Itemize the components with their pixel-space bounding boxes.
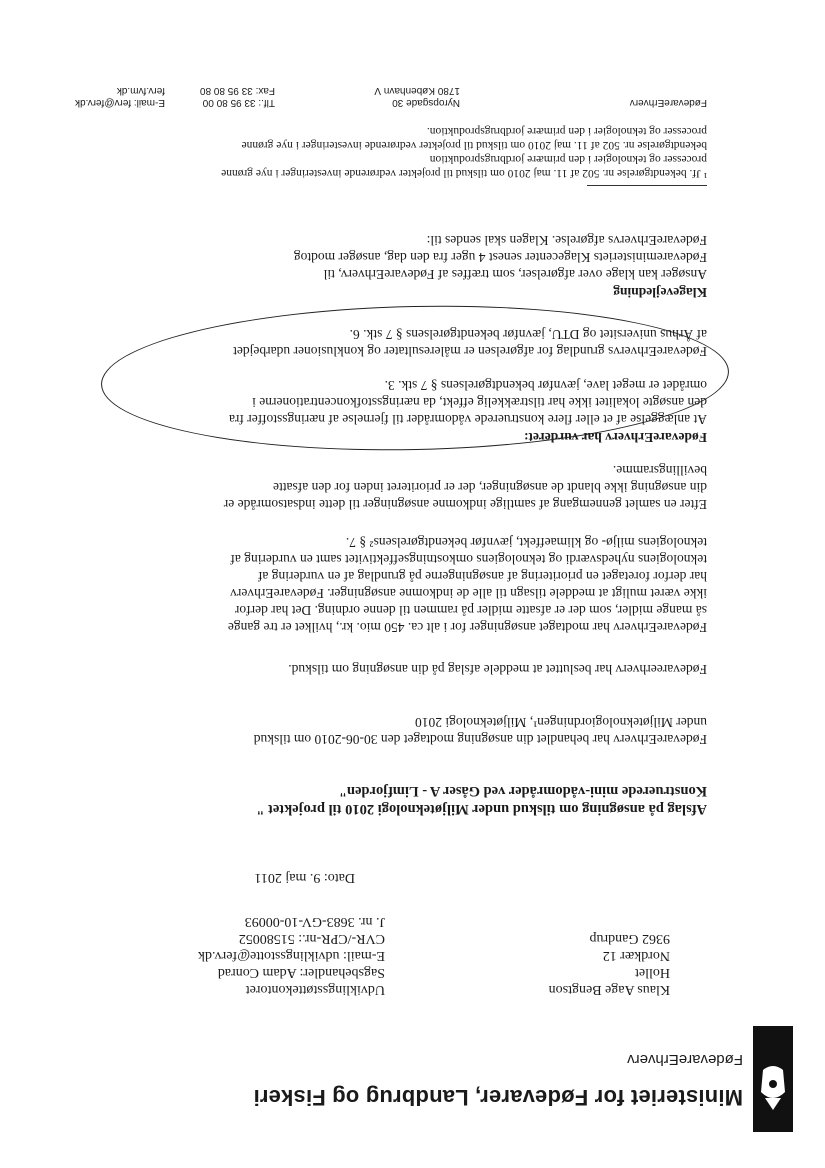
recipient-line: Hollet: [635, 965, 670, 980]
royal-crest-logo: [753, 1026, 793, 1132]
text-line: din ansøgning ikke blandt de ansøgninger, der er prioriteret inden for den afsatte: [273, 480, 707, 495]
footer-line: Nyropsgade 30: [392, 97, 460, 108]
letter-date: Dato: 9. maj 2011: [254, 870, 355, 885]
text-line: FødevareErhverv har modtaget ansøgninger for i alt ca. 450 mio. kr., hvilket er tre gange: [227, 620, 707, 635]
subject-line: Afslag på ansøgning om tilskud under Miljøteknologi 2010 til projektet ": [256, 801, 707, 817]
complaint-heading: Klagevejledning: [613, 285, 707, 300]
text-line: har derfor foretaget en prioritering af ansøgningerne på grundlag af en vurdering af: [257, 569, 707, 584]
text-line: Fødevareministeriets Klagecenter senest 4 uger fra den dag, ansøger modtog: [293, 250, 707, 265]
sender-block: [198, 913, 385, 998]
footer-line: Tlf.: 33 95 80 00: [202, 97, 275, 108]
subject-line: Konstruerede mini-vådområder ved Gåser A - Limfjorden": [338, 783, 707, 799]
paragraph-basis: [233, 326, 707, 360]
paragraph-complaint: [294, 232, 707, 283]
text-line: den ansøgte lokalitet ikke har tilstrækkelig effekt, da næringsstofkoncentrationerne i: [252, 395, 707, 410]
text-line: FødevareErhvervs afgørelse. Klagen skal sendes til:: [426, 233, 707, 248]
ministry-title: Ministeriet for Fødevarer, Landbrug og Fiskeri: [253, 1085, 743, 1110]
sender-office: Udviklingsstøttekontoret: [245, 982, 385, 997]
sender-caseworker: Sagsbehandler: Adam Conrad: [217, 965, 385, 980]
text-line: ikke været muligt at meddele tilsagn til alle de indkomne ansøgninger. FødevareErhverv: [230, 586, 707, 601]
text-line: under Miljøteknologiordningen¹, Miljøteknologi 2010: [414, 715, 707, 730]
text-line: FødevareErhvervs grundlag for afgørelsen er måleresultater og konklusioner udarbejdet: [233, 344, 707, 359]
footer-org: FødevareErhverv: [629, 97, 707, 108]
footnotes: [221, 124, 707, 180]
recipient-address: [549, 930, 670, 998]
footer-line: ferv.fvm.dk: [116, 85, 165, 96]
text-line: FødevareErhverv har behandlet din ansøgning modtaget den 30-06-2010 om tilskud: [253, 732, 707, 747]
text-line: af Århus universitet og DTU, jævnfør bekendtgørelsens § 7 stk. 6.: [349, 327, 707, 342]
footer-line: Fax: 33 95 80 80: [199, 85, 275, 96]
text-line: Efter en samlet gennemgang af samtlige indkomne ansøgninger til dette indsatsområde er: [223, 497, 707, 512]
text-line: teknologiens nyhedsværdi og teknologiens omkostningseffektivitet samt en vurdering af: [230, 552, 707, 567]
footer-line: 1780 København V: [374, 85, 460, 96]
subject-heading: [256, 782, 707, 818]
recipient-line: Nordkær 12: [602, 948, 670, 963]
footer-contact: [75, 84, 165, 108]
recipient-line: Klaus Aage Bengtson: [548, 982, 670, 997]
assessed-heading: FødevareErhverv har vurderet:: [524, 430, 707, 445]
sender-journal-number: J. nr. 3683-GV-10-00093: [244, 914, 385, 929]
footnote-line: bekendtgørelse nr. 502 af 11. maj 2010 om tilskud til projekter vedrørende investeringer i nye grønne: [241, 139, 707, 151]
footer-line: E-mail: ferv@ferv.dk: [75, 97, 165, 108]
footer-address: [374, 84, 460, 108]
footnote-divider: [587, 185, 707, 186]
paragraph-decision: [288, 661, 707, 678]
paragraph-review: [224, 462, 707, 513]
text-line: teknologiens miljø- og klimaeffekt, jævnfør bekendtgørelsens² § 7.: [345, 535, 707, 550]
sender-cvr: CVR-/CPR-nr.: 51580052: [238, 931, 385, 946]
text-line: bevillingsramme.: [612, 463, 707, 478]
text-line: så mange midler, som der er afsatte midler på rammen til denne ordning. Det har derfor: [234, 603, 707, 618]
paragraph-assessment: [229, 377, 707, 428]
paragraph-prioritisation: [228, 534, 707, 636]
footnote-line: processer og teknologier i den primære jordbrugsproduktion: [429, 153, 707, 165]
footer-phone: [200, 84, 275, 108]
agency-name: FødevareErhverv: [627, 1051, 743, 1068]
footnote-line: processer og teknologier i den primære jordbrugsproduktion.: [426, 125, 707, 137]
footnote-line: ¹ Jf. bekendtgørelse nr. 502 af 11. maj 2010 om tilskud til projekter vedrørende investeringer i nye grønne: [221, 167, 707, 179]
paragraph-received: [254, 714, 707, 748]
text-line: At anlæggelse af et eller flere konstruerede vådområder til fjernelse af næringsstoffer fra: [228, 412, 707, 427]
recipient-line: 9362 Gandrup: [589, 931, 670, 946]
sender-email: E-mail: udviklingsstotte@ferv.dk: [198, 948, 385, 963]
text-line: Fødevareerhverv har besluttet at meddele afslag på din ansøgning om tilskud.: [288, 662, 707, 677]
text-line: området er meget lave, jævnfør bekendtgørelsens § 7 stk. 3.: [384, 378, 707, 393]
text-line: Ansøger kan klage over afgørelser, som træffes af FødevareErhverv, til: [323, 267, 707, 282]
